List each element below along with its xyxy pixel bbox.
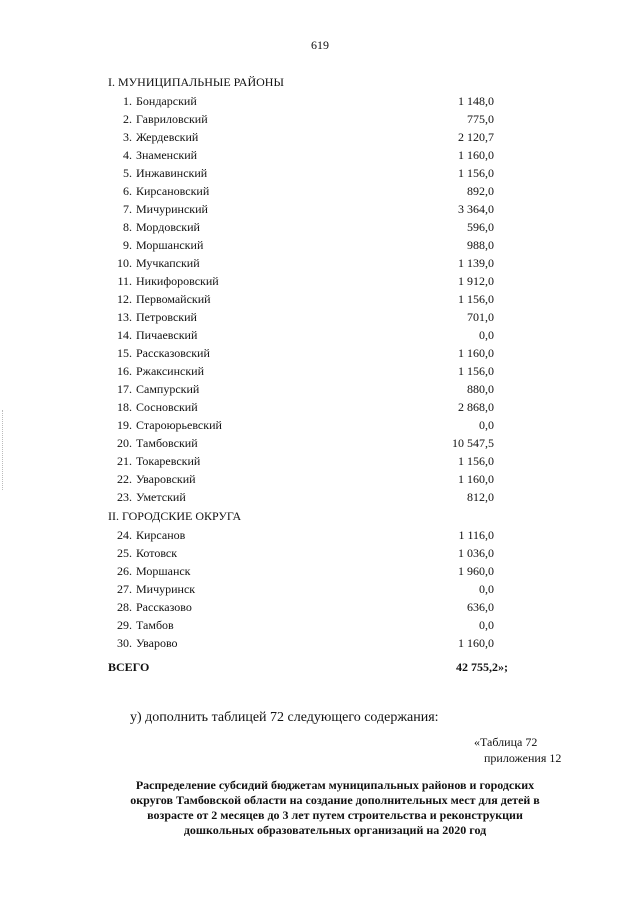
row-value: 1 148,0: [458, 93, 494, 108]
row-number: 15.: [117, 345, 132, 360]
row-value: 3 364,0: [458, 201, 494, 216]
okrugs-list: [108, 526, 528, 652]
row-value: 1 139,0: [458, 255, 494, 270]
row-value: 0,0: [479, 327, 494, 342]
row-name: Пичаевский: [136, 327, 198, 342]
row-number: 24.: [117, 527, 132, 542]
row-name: Гавриловский: [136, 111, 208, 126]
row-value: 1 160,0: [458, 147, 494, 162]
table-row: [108, 200, 528, 218]
row-value: 1 156,0: [458, 363, 494, 378]
table-row: [108, 344, 528, 362]
row-name: Уваровский: [136, 471, 196, 486]
heading-line-1: Распределение субсидий бюджетам муниципальных районов и городских: [135, 778, 535, 792]
row-number: 11.: [117, 273, 132, 288]
table-row: [108, 290, 528, 308]
row-name: Котовск: [136, 545, 178, 560]
row-number: 13.: [117, 309, 132, 324]
row-number: 27.: [117, 581, 132, 596]
table-ref-line2: приложения 12: [484, 751, 562, 765]
table-row: [108, 470, 528, 488]
row-name: Староюрьевский: [136, 417, 222, 432]
table-row: [108, 164, 528, 182]
row-number: 28.: [117, 599, 132, 614]
row-value: 1 156,0: [458, 165, 494, 180]
heading-line-4: дошкольных образовательных организаций на 2020 год: [183, 823, 487, 837]
row-name: Кирсанов: [136, 527, 186, 542]
row-value: 2 868,0: [458, 399, 494, 414]
row-name: Жердевский: [136, 129, 199, 144]
row-value: 0,0: [479, 417, 494, 432]
districts-list: [108, 92, 528, 506]
heading-line-2: округов Тамбовской области на создание дополнительных мест для детей в: [130, 793, 540, 807]
row-number: 6.: [123, 183, 132, 198]
table-row: [108, 416, 528, 434]
table-row: [108, 580, 528, 598]
table-row: [108, 398, 528, 416]
row-value: 775,0: [467, 111, 494, 126]
row-name: Мичуринск: [136, 581, 196, 596]
row-name: Инжавинский: [136, 165, 208, 180]
row-name: Знаменский: [136, 147, 198, 162]
table-reference: [474, 734, 561, 766]
margin-mark: [2, 410, 6, 490]
table-row: [108, 434, 528, 452]
table-row: [108, 488, 528, 506]
row-value: 596,0: [467, 219, 494, 234]
row-name: Мордовский: [136, 219, 200, 234]
table-row: [108, 634, 528, 652]
row-name: Сампурский: [136, 381, 200, 396]
total-row: [108, 656, 528, 678]
row-name: Никифоровский: [136, 273, 219, 288]
row-value: 1 036,0: [458, 545, 494, 560]
row-number: 20.: [117, 435, 132, 450]
table-row: [108, 128, 528, 146]
section-municipal-districts: I. МУНИЦИПАЛЬНЫЕ РАЙОНЫ: [108, 74, 284, 89]
table-row: [108, 272, 528, 290]
row-value: 0,0: [479, 617, 494, 632]
row-number: 25.: [117, 545, 132, 560]
table-row: [108, 562, 528, 580]
table-row: [108, 326, 528, 344]
row-value: 1 160,0: [458, 345, 494, 360]
table-row: [108, 92, 528, 110]
row-name: Уметский: [136, 489, 186, 504]
table-row: [108, 254, 528, 272]
table-ref-line1: «Таблица 72: [474, 735, 538, 749]
row-value: 10 547,5: [452, 435, 494, 450]
row-name: Первомайский: [136, 291, 211, 306]
table-row: [108, 526, 528, 544]
row-value: 1 116,0: [458, 527, 494, 542]
row-number: 9.: [123, 237, 132, 252]
row-value: 812,0: [467, 489, 494, 504]
row-number: 17.: [117, 381, 132, 396]
row-number: 16.: [117, 363, 132, 378]
table-row: [108, 598, 528, 616]
row-number: 23.: [117, 489, 132, 504]
row-value: 880,0: [467, 381, 494, 396]
row-value: 701,0: [467, 309, 494, 324]
row-value: 1 160,0: [458, 471, 494, 486]
instruction-text: у) дополнить таблицей 72 следующего содержания:: [130, 710, 439, 725]
row-number: 12.: [117, 291, 132, 306]
row-value: 1 960,0: [458, 563, 494, 578]
table-row: [108, 308, 528, 326]
table-row: [108, 218, 528, 236]
row-name: Рассказово: [136, 599, 192, 614]
row-number: 8.: [123, 219, 132, 234]
row-value: 988,0: [467, 237, 494, 252]
row-name: Сосновский: [136, 399, 198, 414]
row-number: 22.: [117, 471, 132, 486]
table-row: [108, 110, 528, 128]
row-number: 14.: [117, 327, 132, 342]
table-row: [108, 236, 528, 254]
total-value: 42 755,2»;: [456, 659, 508, 674]
row-value: 0,0: [479, 581, 494, 596]
section-city-okrugs: II. ГОРОДСКИЕ ОКРУГА: [108, 508, 242, 523]
row-name: Рассказовский: [136, 345, 210, 360]
total-label: ВСЕГО: [108, 659, 150, 674]
row-value: 1 156,0: [458, 453, 494, 468]
table-row: [108, 452, 528, 470]
table-row: [108, 146, 528, 164]
table-row: [108, 182, 528, 200]
row-value: 1 156,0: [458, 291, 494, 306]
row-number: 4.: [123, 147, 132, 162]
row-name: Бондарский: [136, 93, 197, 108]
row-name: Уварово: [136, 635, 178, 650]
row-value: 636,0: [467, 599, 494, 614]
row-value: 2 120,7: [458, 129, 494, 144]
row-number: 18.: [117, 399, 132, 414]
row-name: Моршанск: [136, 563, 191, 578]
row-number: 30.: [117, 635, 132, 650]
row-number: 10.: [117, 255, 132, 270]
row-name: Кирсановский: [136, 183, 210, 198]
row-number: 1.: [123, 93, 132, 108]
row-value: 892,0: [467, 183, 494, 198]
row-value: 1 912,0: [458, 273, 494, 288]
row-name: Ржаксинский: [136, 363, 204, 378]
table-row: [108, 544, 528, 562]
row-name: Мучкапский: [136, 255, 200, 270]
table-row: [108, 616, 528, 634]
row-number: 21.: [117, 453, 132, 468]
page-number: 619: [311, 38, 329, 52]
row-number: 29.: [117, 617, 132, 632]
row-name: Моршанский: [136, 237, 204, 252]
row-name: Петровский: [136, 309, 197, 324]
row-name: Тамбов: [136, 617, 174, 632]
row-number: 26.: [117, 563, 132, 578]
row-name: Токаревский: [136, 453, 201, 468]
row-number: 7.: [123, 201, 132, 216]
row-number: 19.: [117, 417, 132, 432]
table-row: [108, 380, 528, 398]
subsidy-table: [108, 72, 528, 678]
row-name: Мичуринский: [136, 201, 208, 216]
table-row: [108, 362, 528, 380]
row-number: 5.: [123, 165, 132, 180]
row-value: 1 160,0: [458, 635, 494, 650]
heading-line-3: возрасте от 2 месяцев до 3 лет путем строительства и реконструкции: [147, 808, 523, 822]
row-name: Тамбовский: [136, 435, 198, 450]
row-number: 2.: [123, 111, 132, 126]
row-number: 3.: [123, 129, 132, 144]
table-heading: [80, 778, 590, 838]
